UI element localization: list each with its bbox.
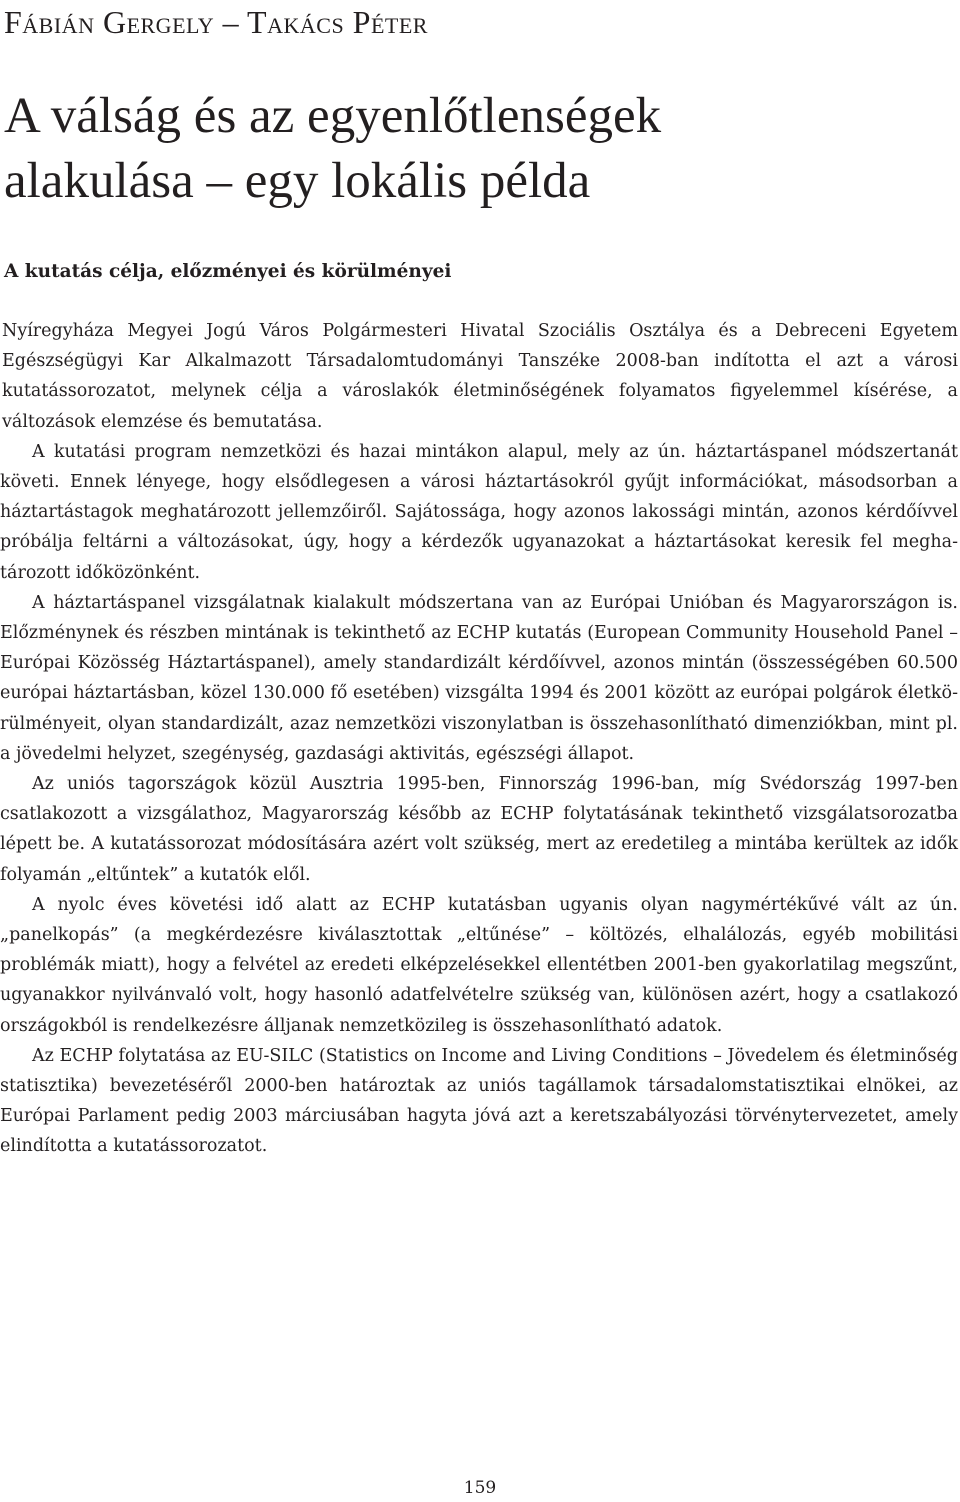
article-title [4, 84, 954, 214]
paragraph-2: A kutatási program nemzetközi és hazai mintákon alapul, mely az ún. háztartáspanel módszertanát követi. Ennek lényege, hogy elsődlegesen a városi háztartásokról gyűjt információkat, másodsorban a háztartástagok meghatározott jellemzőiről. Sajátossága, hogy azonos lakossági mintán, azonos kérdőívvel próbálja feltárni a változásokat, úgy, hogy a kérdezők ugyanazokat a háztartásokat keresik fel meghatározott időközönként. [0, 441, 958, 583]
article-title-line-2: alakulása – egy lokális példa [4, 153, 591, 209]
paragraph-1: Nyíregyháza Megyei Jogú Város Polgármesteri Hivatal Szociális Osztálya és a Debreceni Egyetem Egészségügyi Kar Alkalmazott Társadalomtudományi Tanszéke 2008-ban indította el azt a városi kutatássorozatot, melynek célja a városlakók életminőségének folyamatos figyelemmel kísérése, a változások elemzése és bemutatása. [2, 321, 958, 432]
paragraph-6: Az ECHP folytatása az EU-SILC (Statistics on Income and Living Conditions – Jövedelem és életminőség statisztika) bevezetéséről 2000-ben határoztak az uniós tagállamok társadalomstatisztikai elnökei, az Európai Parlament pedig 2003 márciusában hagyta jóvá azt a keretszabályozási törvénytervezetet, amely elindította a kutatássorozatot. [0, 1045, 958, 1157]
running-header-authors: Fábián Gergely – Takács Péter [4, 4, 428, 40]
page-number: 159 [463, 1478, 497, 1498]
article-title-line-1: A válság és az egyenlőtlenségek [4, 88, 662, 144]
section-heading: A kutatás célja, előzményei és körülményei [4, 261, 452, 282]
body-text [0, 316, 958, 1162]
paragraph-3: A háztartáspanel vizsgálatnak kialakult módszertana van az Európai Unióban és Magyarországon is. Előzménynek és részben mintának is tekinthető az ECHP kutatás (European Community Household Panel – Európai Közösség Háztartáspanel), amely standardizált kérdőívvel, azonos mintán (összességében 60.500 európai háztartásban, közel 130.000 fő esetében) vizsgálta 1994 és 2001 között az európai polgárok életkörülményeit, olyan standardizált, azaz nemzetközi viszonylatban is összehasonlítható dimenziókban, mint pl. a jövedelmi helyzet, szegénység, gazdasági aktivitás, egészségi állapot. [0, 592, 958, 764]
paragraph-4: Az uniós tagországok közül Ausztria 1995-ben, Finnország 1996-ban, míg Svédország 1997-ben csatlakozott a vizsgálathoz, Magyarország később az ECHP folytatásának tekinthető vizsgálatsorozatba lépett be. A kutatássorozat módosítására azért volt szükség, mert az eredetileg a mintába kerültek az idők folyamán „eltűntek” a kutatók elől. [0, 774, 958, 885]
paragraph-5: A nyolc éves követési idő alatt az ECHP kutatásban ugyanis olyan nagymértékűvé vált az ún. „panelkopás” (a megkérdezésre kiválasztottak „eltűnése” – költözés, elhalálozás, egyéb mobilitási problémák miatt), hogy a felvétel az eredeti elképzelésekkel ellentétben 2001-ben gyakorlatilag megszűnt, ugyanakkor nyilvánvaló volt, hogy hasonló adatfelvételre szükség van, különösen azért, hogy a csatlakozó országokból is rendelkezésre álljanak nemzetközileg is összehasonlítható adatok. [0, 894, 958, 1036]
